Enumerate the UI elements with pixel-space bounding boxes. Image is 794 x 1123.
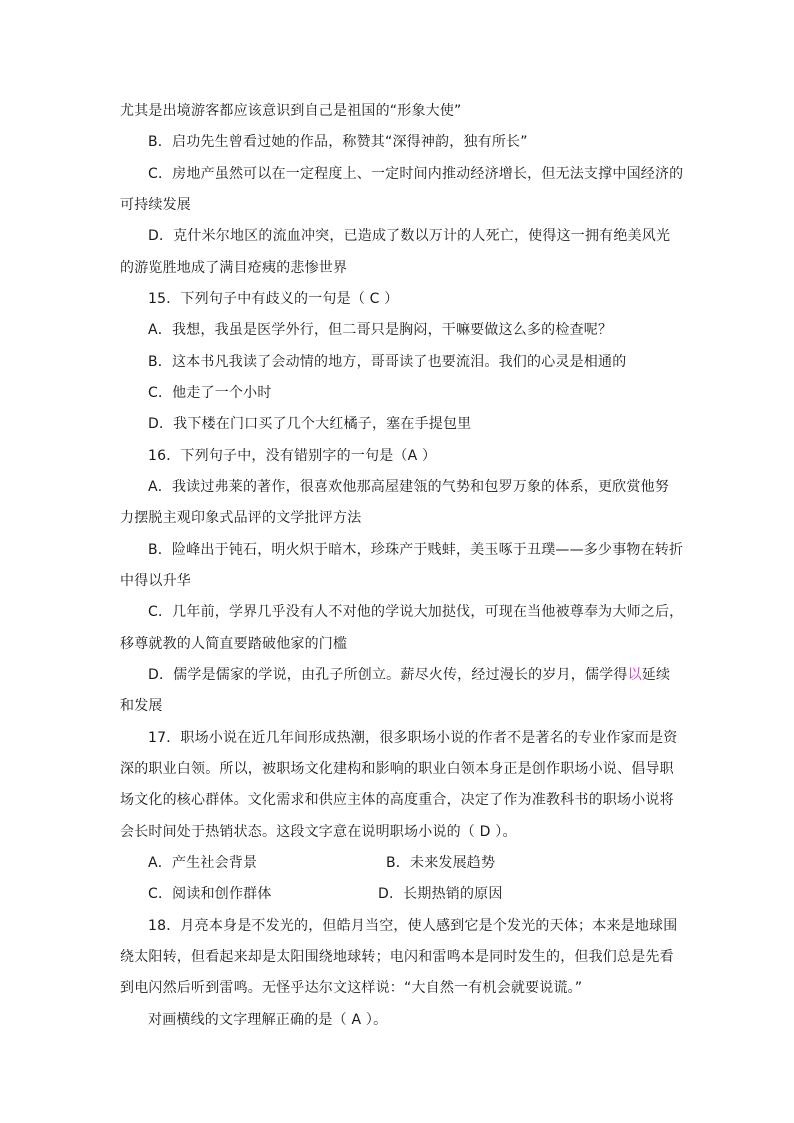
q17-option-c: C．阅读和创作群体 (148, 886, 272, 902)
q14-option-d: D．克什米尔地区的流血冲突，已造成了数以万计的人死亡，使得这一拥有绝美风光 (148, 228, 671, 244)
q16-option-c: C．几年前，学界几乎没有人不对他的学说大加挞伐，可现在当他被尊奉为大师之后， (148, 604, 684, 620)
text-line: 力摆脱主观印象式品评的文学批评方法 (120, 510, 362, 526)
q16-option-b: B．险峰出于钝石，明火炽于暗木，珍珠产于贱蚌，美玉啄于丑璞——多少事物在转折 (148, 542, 684, 558)
text-line: 的游览胜地成了满目疮痍的悲惨世界 (120, 260, 348, 276)
text-line: 绕太阳转，但看起来却是太阳围绕地球转；电闪和雷鸣本是同时发生的，但我们总是先看 (120, 949, 674, 965)
question-15: 15．下列句子中有歧义的一句是（ C ） (148, 291, 399, 307)
q17-option-b: B．未来发展趋势 (386, 855, 496, 871)
q15-option-c: C．他走了一个小时 (148, 385, 272, 401)
q14-option-b: B．启功先生曾看过她的作品，称赞其“深得神韵，独有所长” (148, 134, 528, 150)
text-line: 到电闪然后听到雷鸣。无怪乎达尔文这样说：“大自然一有机会就要说谎。” (120, 980, 583, 996)
q15-option-d: D．我下楼在门口买了几个大红橘子，塞在手提包里 (148, 416, 472, 432)
text-line: 会长时间处于热销状态。这段文字意在说明职场小说的（ D ）。 (120, 824, 517, 840)
text-line: 深的职业白领。所以，被职场文化建构和影响的职业白领本身正是创作职场小说、倡导职 (120, 761, 674, 777)
q16-option-d (148, 665, 670, 685)
highlighted-character: 以 (627, 667, 642, 683)
question-18: 18．月亮本身是不发光的，但皓月当空，使人感到它是个发光的天体；本来是地球围 (148, 918, 678, 934)
text-segment: 延续 (641, 667, 671, 683)
q17-option-d: D．长期热销的原因 (378, 886, 503, 902)
question-17: 17．职场小说在近几年间形成热潮，很多职场小说的作者不是著名的专业作家而是资 (148, 730, 678, 746)
text-line: 移尊就教的人简直要踏破他家的门槛 (120, 636, 348, 652)
q16-option-a: A．我读过弗莱的著作，很喜欢他那高屋建瓴的气势和包罗万象的体系，更欣赏他努 (148, 479, 669, 495)
text-line: 场文化的核心群体。文化需求和供应主体的高度重合，决定了作为准教科书的职场小说将 (120, 792, 674, 808)
q14-option-c: C．房地产虽然可以在一定程度上、一定时间内推动经济增长，但无法支撑中国经济的 (148, 166, 684, 182)
text-line: 可持续发展 (120, 197, 191, 213)
text-line: 中得以升华 (120, 573, 191, 589)
q17-option-a: A．产生社会背景 (148, 855, 258, 871)
text-segment: D．儒学是儒家的学说，由孔子所创立。薪尽火传，经过漫长的岁月，儒学得 (148, 667, 628, 683)
text-line: 尤其是出境游客都应该意识到自己是祖国的“形象大使” (120, 103, 462, 119)
q15-option-b: B．这本书凡我读了会动情的地方，哥哥读了也要流泪。我们的心灵是相通的 (148, 354, 627, 370)
q15-option-a: A．我想，我虽是医学外行，但二哥只是胸闷，干嘛要做这么多的检查呢？ (148, 322, 613, 338)
text-line: 和发展 (120, 698, 163, 714)
question-18-prompt: 对画横线的文字理解正确的是（ A ）。 (148, 1012, 388, 1028)
question-16: 16．下列句子中，没有错别字的一句是（A ） (148, 448, 437, 464)
